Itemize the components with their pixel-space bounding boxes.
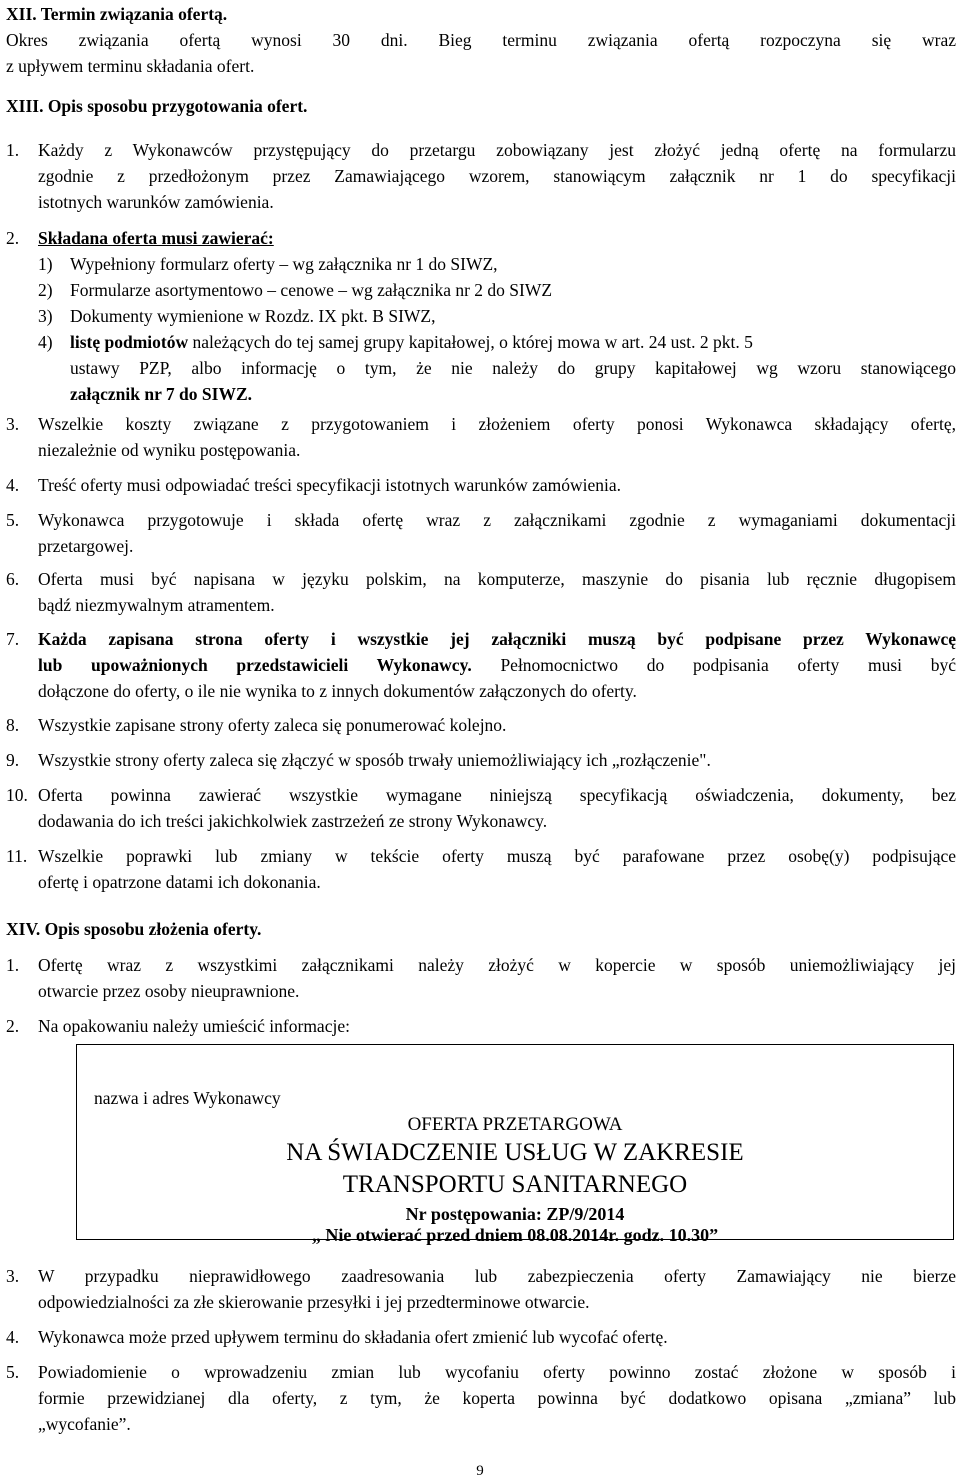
xiii-2-heading: Składana oferta musi zawierać: <box>38 228 274 248</box>
xiii-5-line-1: Wykonawca przygotowuje i składa ofertę wraz z załącznikami zgodnie z wymaganiami dokumentacji <box>38 510 956 530</box>
xiv-1-line-1: Ofertę wraz z wszystkimi załącznikami należy złożyć w kopercie w sposób uniemożliwiający jej <box>38 955 956 975</box>
xiii-2-item-3-number: 3) <box>38 306 53 326</box>
xiii-9-number: 9. <box>6 750 20 770</box>
xiii-2-item-4-line-1 <box>70 329 753 355</box>
xiii-5-number: 5. <box>6 510 20 530</box>
section-xiv-title: XIV. Opis sposobu złożenia oferty. <box>6 919 262 939</box>
xiv-4-number: 4. <box>6 1327 20 1347</box>
xiii-8-number: 8. <box>6 715 20 735</box>
xiii-8-line-1: Wszystkie zapisane strony oferty zaleca się ponumerować kolejno. <box>38 715 507 735</box>
section-xiii-title: XIII. Opis sposobu przygotowania ofert. <box>6 96 308 116</box>
xiii-7-line-1: Każda zapisana strona oferty i wszystkie jej załączniki muszą być podpisane przez Wykonawcę <box>38 629 956 649</box>
xiv-3-line-1: W przypadku nieprawidłowego zaadresowania lub zabezpieczenia oferty Zamawiający nie bierze <box>38 1266 956 1286</box>
xiv-1-number: 1. <box>6 955 20 975</box>
envelope-label-box <box>76 1044 954 1245</box>
envelope-reference: Nr postępowania: ZP/9/2014 <box>405 1204 625 1224</box>
xiii-7-line-3: dołączone do oferty, o ile nie wynika to z innych dokumentów załączonych do oferty. <box>38 681 637 701</box>
xiii-7-line-2-bold: lub upoważnionych przedstawicieli Wykonawcy. <box>38 655 472 675</box>
envelope-note: „ Nie otwierać przed dniem 08.08.2014r. godz. 10.30” <box>311 1225 719 1245</box>
xiii-6-line-1: Oferta musi być napisana w języku polskim, na komputerze, maszynie do pisania lub ręcznie długopisem <box>38 569 956 589</box>
xiv-5-number: 5. <box>6 1362 20 1382</box>
xiii-2-item-1-number: 1) <box>38 254 53 274</box>
xiii-10-number: 10. <box>6 785 28 805</box>
xiii-7-line-2-text: Pełnomocnictwo do podpisania oferty musi być <box>471 655 956 675</box>
xiii-2-number: 2. <box>6 228 20 248</box>
xiii-11-line-2: ofertę i opatrzone datami ich dokonania. <box>38 872 321 892</box>
xiii-1-line-2: zgodnie z przedłożonym przez Zamawiającego wzorem, stanowiącym załącznik nr 1 do specyfikacji <box>38 166 956 186</box>
xiii-3-line-1: Wszelkie koszty związane z przygotowaniem i złożeniem oferty ponosi Wykonawca składający ofertę, <box>38 414 956 434</box>
envelope-title: OFERTA PRZETARGOWA <box>407 1114 623 1135</box>
xiv-1-line-2: otwarcie przez osoby nieuprawnione. <box>38 981 300 1001</box>
page-number: 9 <box>476 1463 484 1479</box>
envelope-line-2: NA ŚWIADCZENIE USŁUG W ZAKRESIE <box>286 1139 744 1166</box>
xiv-5-line-3: „wycofanie”. <box>38 1414 131 1434</box>
xiii-2-item-2-number: 2) <box>38 280 53 300</box>
xiii-11-line-1: Wszelkie poprawki lub zmiany w tekście oferty muszą być parafowane przez osobę(y) podpisujące <box>38 846 956 866</box>
envelope-line-3: TRANSPORTU SANITARNEGO <box>342 1171 688 1198</box>
xiii-3-number: 3. <box>6 414 20 434</box>
xiii-1-number: 1. <box>6 140 20 160</box>
section-xii-line-2: z upływem terminu składania ofert. <box>6 56 255 76</box>
xiii-10-line-1: Oferta powinna zawierać wszystkie wymagane niniejszą specyfikacją oświadczenia, dokumenty, bez <box>38 785 956 805</box>
xiv-2-line-1: Na opakowaniu należy umieścić informacje: <box>38 1016 350 1036</box>
xiv-5-line-2: formie przewidzianej dla oferty, z tym, że koperta powinna być dodatkowo opisana „zmiana” lub <box>38 1388 956 1408</box>
xiii-3-line-2: niezależnie od wyniku postępowania. <box>38 440 301 460</box>
xiii-2-item-4-line-3: załącznik nr 7 do SIWZ. <box>70 384 252 404</box>
xiii-2-item-4-bold: listę podmiotów <box>70 332 189 352</box>
xiv-4-line-1: Wykonawca może przed upływem terminu do składania ofert zmienić lub wycofać ofertę. <box>38 1327 668 1347</box>
xiii-6-number: 6. <box>6 569 20 589</box>
xiii-2-item-4-text: należących do tej samej grupy kapitałowej, o której mowa w art. 24 ust. 2 pkt. 5 <box>188 332 753 352</box>
xiii-2-item-2: Formularze asortymentowo – cenowe – wg załącznika nr 2 do SIWZ <box>70 280 553 300</box>
xiii-10-line-2: dodawania do ich treści jakichkolwiek zastrzeżeń ze strony Wykonawcy. <box>38 811 548 831</box>
xiii-5-line-2: przetargowej. <box>38 536 134 556</box>
xiii-2-item-4-number: 4) <box>38 332 53 352</box>
section-xii-line-1: Okres związania ofertą wynosi 30 dni. Bieg terminu związania ofertą rozpoczyna się wraz <box>6 30 956 50</box>
xiii-1-line-3: istotnych warunków zamówienia. <box>38 192 274 212</box>
xiv-5-line-1: Powiadomienie o wprowadzeniu zmian lub wycofaniu oferty powinno zostać złożone w sposób i <box>38 1362 956 1382</box>
xiii-2-item-1: Wypełniony formularz oferty – wg załącznika nr 1 do SIWZ, <box>70 254 498 274</box>
xiv-3-number: 3. <box>6 1266 20 1286</box>
xiii-9-line-1: Wszystkie strony oferty zaleca się złączyć w sposób trwały uniemożliwiający ich „rozłączenie". <box>38 750 711 770</box>
section-xii-title: XII. Termin związania ofertą. <box>6 4 228 24</box>
xiii-2-item-4-line-2: ustawy PZP, albo informację o tym, że nie należy do grupy kapitałowej wg wzoru stanowiącego <box>70 358 956 378</box>
xiii-6-line-2: bądź niezmywalnym atramentem. <box>38 595 275 615</box>
xiii-7-number: 7. <box>6 629 20 649</box>
xiii-4-line-1: Treść oferty musi odpowiadać treści specyfikacji istotnych warunków zamówienia. <box>38 475 622 495</box>
xiv-2-number: 2. <box>6 1016 20 1036</box>
xiii-11-number: 11. <box>6 846 28 866</box>
xiii-2-item-3: Dokumenty wymienione w Rozdz. IX pkt. B SIWZ, <box>70 306 436 326</box>
xiii-1-line-1: Każdy z Wykonawców przystępujący do przetargu zobowiązany jest złożyć jedną ofertę na formularzu <box>38 140 956 160</box>
envelope-sender: nazwa i adres Wykonawcy <box>94 1088 281 1108</box>
xiii-7-line-2 <box>38 652 956 678</box>
xiv-3-line-2: odpowiedzialności za złe skierowanie przesyłki i jej przedterminowe otwarcie. <box>38 1292 590 1312</box>
xiii-4-number: 4. <box>6 475 20 495</box>
